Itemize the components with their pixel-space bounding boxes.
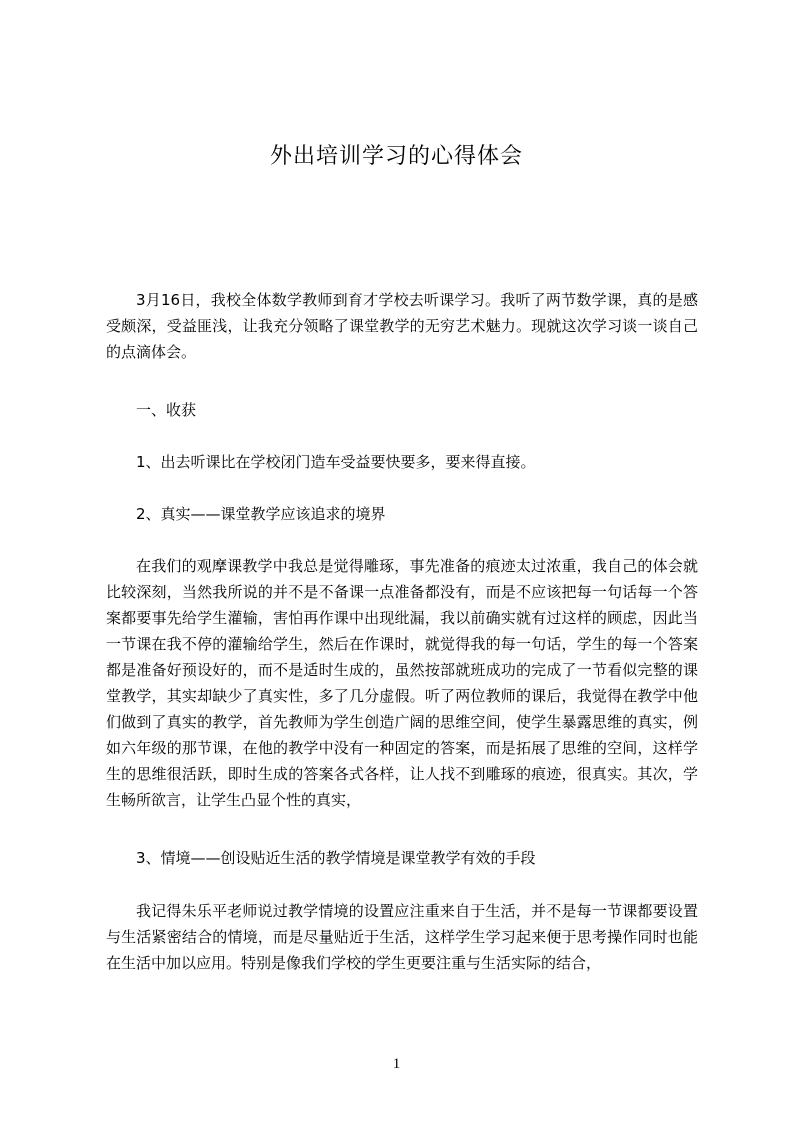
point-1-text: 1、出去听课比在学校闭门造车受益要快要多，要来得直接。 xyxy=(136,453,536,471)
point-2-paragraph: 在我们的观摩课教学中我总是觉得雕琢，事先准备的痕迹太过浓重，我自己的体会就比较深刻，当然我所说的并不是不备课一点准备都没有，而是不应该把每一句话每一个答案都要事先给学生灌输，害怕再作课中出现纰漏，我以前确实就有过这样的顾虑，因此当一节课在我不停的灌输给学生，然后在作课时，就觉得我的每一句话，学生的每一个答案都是准备好预设好的，而不是适时生成的，虽然按部就班成功的完成了一节看似完整的课堂教学，其实却缺少了真实性，多了几分虚假。听了两位教师的课后，我觉得在教学中他们做到了真实的教学，首先教师为学生创造广阔的思维空间，使学生暴露思维的真实，例如六年级的那节课，在他的教学中没有一种固定的答案，而是拓展了思维的空间，这样学生的思维很活跃，即时生成的答案各式各样，让人找不到雕琢的痕迹，很真实。其次，学生畅所欲言，让学生凸显个性的真实， xyxy=(106,557,698,809)
intro-paragraph: 3月16日，我校全体数学教师到育才学校去听课学习。我听了两节数学课，真的是感受颇深，受益匪浅，让我充分领略了课堂教学的无穷艺术魅力。现就这次学习谈一谈自己的点滴体会。 xyxy=(106,291,698,361)
point-3-heading: 3、情境——创设贴近生活的教学情境是课堂教学有效的手段 xyxy=(136,849,536,867)
page-number: 1 xyxy=(392,1056,401,1072)
section-heading: 一、收获 xyxy=(136,401,197,419)
document-title: 外出培训学习的心得体会 xyxy=(269,144,523,169)
point-3-paragraph: 我记得朱乐平老师说过教学情境的设置应注重来自于生活，并不是每一节课都要设置与生活紧密结合的情境，而是尽量贴近于生活，这样学生学习起来便于思考操作同时也能在生活中加以应用。特别是像我们学校的学生更要注重与生活实际的结合， xyxy=(106,902,698,972)
point-2-heading: 2、真实——课堂教学应该追求的境界 xyxy=(136,505,386,523)
